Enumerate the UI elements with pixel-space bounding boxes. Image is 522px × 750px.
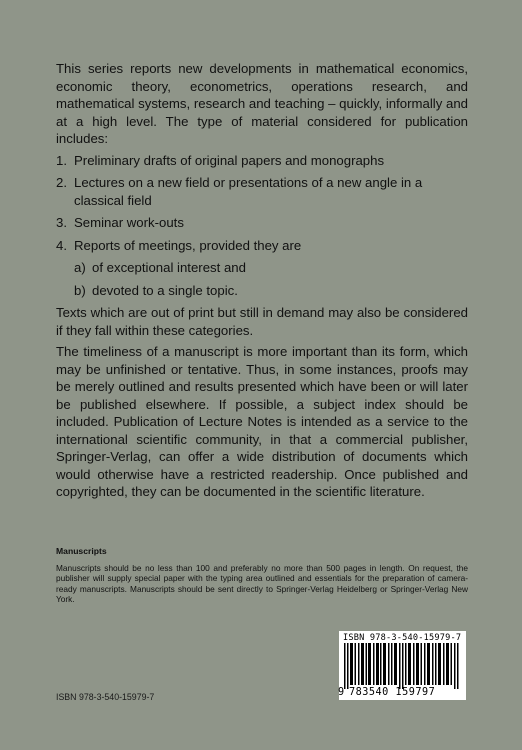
- intro-paragraph: This series reports new developments in mathematical economics, economic theory, econometrics, operations research, and mathematical systems, research and teaching – quickly, informally and at a high level. The type of material considered for publication includes:: [56, 61, 468, 146]
- material-list: [56, 152, 468, 255]
- barcode-icon: [344, 643, 462, 689]
- manuscripts-section: [56, 546, 468, 605]
- series-description: [56, 60, 468, 505]
- manuscripts-text: Manuscripts should be no less than 100 and preferably no more than 500 pages in length. On request, the publisher will supply special paper with the typing area outlined and essentials for the preparation of camera-ready manuscripts. Manuscripts should be sent directly to Springer-Verlag Heidelberg or Springer-Verlag New York.: [56, 562, 468, 605]
- out-of-print-paragraph: Texts which are out of print but still in demand may also be considered if they fall within these categories.: [56, 305, 468, 338]
- list-item: 2. Lectures on a new field or presentations of a new angle in a classical field: [56, 175, 423, 208]
- sublist-item: b) devoted to a single topic.: [74, 282, 238, 298]
- list-item: 3. Seminar work-outs: [56, 215, 184, 230]
- barcode-label: ISBN 978-3-540-15979-7 9 783540 159797: [339, 631, 466, 700]
- sublist-item: a) of exceptional interest and: [74, 260, 246, 275]
- list-item: 1. Preliminary drafts of original papers and monographs: [56, 152, 385, 168]
- barcode-isbn: ISBN 978-3-540-15979-7: [343, 633, 462, 643]
- timeliness-paragraph: The timeliness of a manuscript is more important than its form, which may be unfinished or tentative. Thus, in some instances, proofs may be merely outlined and results presented which have been or will later be published elsewhere. If possible, a subject index should be included. Publication of Lecture Notes is intended as a service to the international scientific community, in that a commercial publisher, Springer-Verlag, can offer a wide distribution of documents which would otherwise have a restricted readership. Once published and copyrighted, they can be documented in the scientific literature.: [56, 344, 468, 499]
- isbn-text: ISBN 978-3-540-15979-7: [56, 692, 155, 702]
- manuscripts-heading: Manuscripts: [56, 546, 107, 556]
- list-item: 4. Reports of meetings, provided they are: [56, 237, 302, 253]
